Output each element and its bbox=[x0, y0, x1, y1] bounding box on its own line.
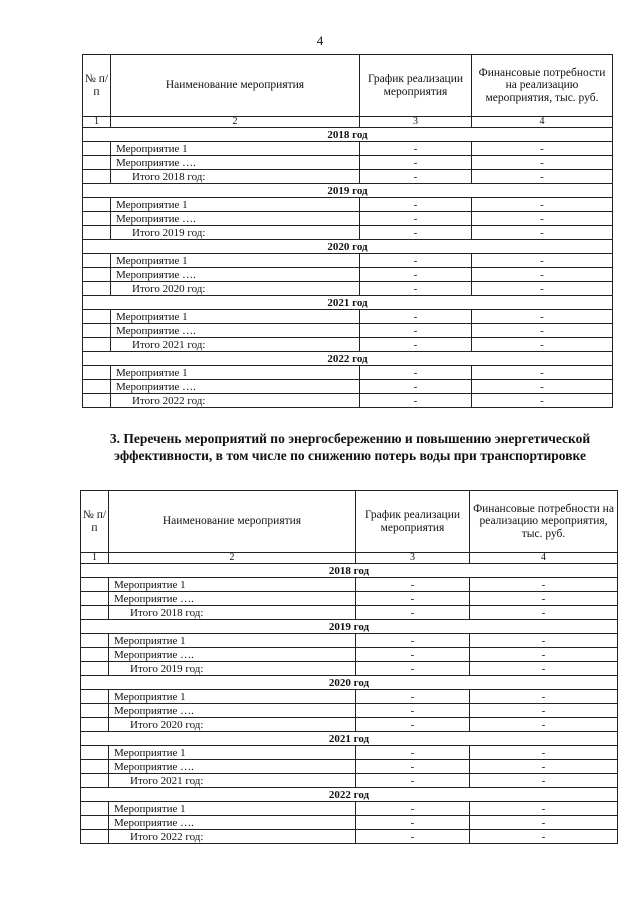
year-heading: 2019 год bbox=[81, 620, 618, 634]
total-row bbox=[81, 606, 618, 620]
schedule-cell: - bbox=[360, 366, 472, 380]
finance-cell: - bbox=[472, 142, 613, 156]
schedule-cell: - bbox=[360, 338, 472, 352]
header-number: № п/п bbox=[83, 55, 111, 117]
measure-name-cell: Мероприятие …. bbox=[111, 324, 360, 338]
column-number: 2 bbox=[111, 117, 360, 128]
table-row bbox=[83, 212, 613, 226]
table-1 bbox=[82, 54, 612, 408]
schedule-cell: - bbox=[356, 648, 470, 662]
row-number-cell bbox=[83, 366, 111, 380]
finance-cell: - bbox=[470, 704, 618, 718]
header-schedule: График реализации мероприятия bbox=[360, 55, 472, 117]
year-group-row bbox=[81, 620, 618, 634]
finance-cell: - bbox=[470, 592, 618, 606]
measure-name-cell: Мероприятие …. bbox=[109, 760, 356, 774]
column-number-row bbox=[83, 117, 613, 128]
schedule-cell: - bbox=[356, 816, 470, 830]
year-heading: 2021 год bbox=[81, 732, 618, 746]
schedule-cell: - bbox=[356, 746, 470, 760]
header-name: Наименование мероприятия bbox=[111, 55, 360, 117]
column-number: 2 bbox=[109, 553, 356, 564]
row-number-cell bbox=[83, 212, 111, 226]
schedule-cell: - bbox=[360, 226, 472, 240]
schedule-cell: - bbox=[360, 156, 472, 170]
schedule-cell: - bbox=[356, 662, 470, 676]
schedule-cell: - bbox=[360, 142, 472, 156]
total-row bbox=[81, 774, 618, 788]
row-number-cell bbox=[83, 394, 111, 408]
row-number-cell bbox=[83, 156, 111, 170]
measure-name-cell: Мероприятие …. bbox=[111, 268, 360, 282]
year-group-row bbox=[81, 564, 618, 578]
table-row bbox=[83, 324, 613, 338]
finance-cell: - bbox=[470, 718, 618, 732]
table-row bbox=[81, 816, 618, 830]
finance-cell: - bbox=[472, 310, 613, 324]
schedule-cell: - bbox=[360, 282, 472, 296]
finance-cell: - bbox=[472, 380, 613, 394]
year-heading: 2018 год bbox=[81, 564, 618, 578]
section-title: 3. Перечень мероприятий по энергосбережению и повышению энергетической эффективности, в том числе по снижению потерь воды при транспортировке bbox=[109, 431, 591, 463]
measure-name-cell: Итого 2018 год: bbox=[109, 606, 356, 620]
finance-cell: - bbox=[470, 634, 618, 648]
schedule-cell: - bbox=[360, 310, 472, 324]
schedule-cell: - bbox=[356, 802, 470, 816]
finance-cell: - bbox=[470, 662, 618, 676]
total-row bbox=[83, 226, 613, 240]
year-group-row bbox=[83, 352, 613, 366]
row-number-cell bbox=[83, 310, 111, 324]
schedule-cell: - bbox=[356, 606, 470, 620]
measure-name-cell: Итого 2021 год: bbox=[111, 338, 360, 352]
measure-name-cell: Мероприятие 1 bbox=[111, 254, 360, 268]
table-header-row bbox=[83, 55, 613, 117]
measure-name-cell: Итого 2021 год: bbox=[109, 774, 356, 788]
measure-name-cell: Мероприятие 1 bbox=[109, 802, 356, 816]
column-number: 4 bbox=[472, 117, 613, 128]
finance-cell: - bbox=[472, 226, 613, 240]
finance-cell: - bbox=[472, 268, 613, 282]
total-row bbox=[83, 394, 613, 408]
total-row bbox=[83, 338, 613, 352]
schedule-cell: - bbox=[356, 634, 470, 648]
measure-name-cell: Мероприятие 1 bbox=[109, 690, 356, 704]
measure-name-cell: Итого 2022 год: bbox=[109, 830, 356, 844]
finance-cell: - bbox=[470, 816, 618, 830]
table-2 bbox=[80, 490, 617, 844]
schedule-cell: - bbox=[356, 774, 470, 788]
table-2-body bbox=[81, 553, 618, 844]
header-name: Наименование мероприятия bbox=[109, 491, 356, 553]
schedule-cell: - bbox=[356, 760, 470, 774]
row-number-cell bbox=[83, 170, 111, 184]
measure-name-cell: Мероприятие …. bbox=[109, 592, 356, 606]
row-number-cell bbox=[81, 816, 109, 830]
finance-cell: - bbox=[470, 774, 618, 788]
measure-name-cell: Мероприятие 1 bbox=[111, 198, 360, 212]
year-heading: 2020 год bbox=[83, 240, 613, 254]
finance-cell: - bbox=[472, 156, 613, 170]
row-number-cell bbox=[81, 718, 109, 732]
schedule-cell: - bbox=[356, 578, 470, 592]
finance-cell: - bbox=[472, 394, 613, 408]
header-finance: Финансовые потребности на реализацию мероприятия, тыс. руб. bbox=[472, 55, 613, 117]
year-group-row bbox=[81, 788, 618, 802]
measure-name-cell: Итого 2018 год: bbox=[111, 170, 360, 184]
schedule-cell: - bbox=[360, 268, 472, 282]
column-number: 1 bbox=[83, 117, 111, 128]
table-row bbox=[81, 746, 618, 760]
table-row bbox=[83, 156, 613, 170]
column-number: 1 bbox=[81, 553, 109, 564]
measure-name-cell: Мероприятие 1 bbox=[111, 366, 360, 380]
finance-cell: - bbox=[472, 338, 613, 352]
measure-name-cell: Мероприятие …. bbox=[109, 648, 356, 662]
table-row bbox=[81, 592, 618, 606]
total-row bbox=[81, 662, 618, 676]
schedule-cell: - bbox=[360, 380, 472, 394]
measure-name-cell: Мероприятие 1 bbox=[109, 578, 356, 592]
row-number-cell bbox=[83, 380, 111, 394]
year-group-row bbox=[81, 732, 618, 746]
measure-name-cell: Мероприятие …. bbox=[111, 156, 360, 170]
year-heading: 2019 год bbox=[83, 184, 613, 198]
table-row bbox=[83, 254, 613, 268]
schedule-cell: - bbox=[360, 198, 472, 212]
finance-cell: - bbox=[472, 366, 613, 380]
measure-name-cell: Итого 2022 год: bbox=[111, 394, 360, 408]
total-row bbox=[83, 170, 613, 184]
schedule-cell: - bbox=[360, 212, 472, 226]
year-heading: 2022 год bbox=[81, 788, 618, 802]
measure-name-cell: Мероприятие 1 bbox=[109, 634, 356, 648]
table-row bbox=[83, 380, 613, 394]
measure-name-cell: Мероприятие 1 bbox=[109, 746, 356, 760]
finance-cell: - bbox=[472, 170, 613, 184]
table-1-body bbox=[83, 117, 613, 408]
row-number-cell bbox=[81, 592, 109, 606]
page-number: 4 bbox=[316, 33, 324, 48]
column-number: 4 bbox=[470, 553, 618, 564]
row-number-cell bbox=[83, 142, 111, 156]
schedule-cell: - bbox=[356, 704, 470, 718]
schedule-cell: - bbox=[356, 690, 470, 704]
table-row bbox=[81, 648, 618, 662]
table-row bbox=[81, 704, 618, 718]
table-row bbox=[83, 366, 613, 380]
schedule-cell: - bbox=[360, 254, 472, 268]
finance-cell: - bbox=[470, 606, 618, 620]
header-schedule: График реализации мероприятия bbox=[356, 491, 470, 553]
schedule-cell: - bbox=[360, 324, 472, 338]
measure-name-cell: Мероприятие …. bbox=[109, 816, 356, 830]
schedule-cell: - bbox=[360, 170, 472, 184]
finance-cell: - bbox=[470, 690, 618, 704]
row-number-cell bbox=[81, 746, 109, 760]
header-number: № п/п bbox=[81, 491, 109, 553]
table-row bbox=[81, 802, 618, 816]
finance-cell: - bbox=[472, 198, 613, 212]
year-group-row bbox=[83, 296, 613, 310]
measure-name-cell: Мероприятие …. bbox=[111, 212, 360, 226]
row-number-cell bbox=[81, 578, 109, 592]
measure-name-cell: Мероприятие 1 bbox=[111, 310, 360, 324]
finance-cell: - bbox=[470, 746, 618, 760]
column-number-row bbox=[81, 553, 618, 564]
total-row bbox=[81, 830, 618, 844]
table-row bbox=[83, 310, 613, 324]
row-number-cell bbox=[81, 704, 109, 718]
table-header-row bbox=[81, 491, 618, 553]
finance-cell: - bbox=[472, 212, 613, 226]
row-number-cell bbox=[81, 662, 109, 676]
table-row bbox=[81, 634, 618, 648]
row-number-cell bbox=[83, 268, 111, 282]
row-number-cell bbox=[81, 760, 109, 774]
total-row bbox=[83, 282, 613, 296]
measure-name-cell: Итого 2020 год: bbox=[111, 282, 360, 296]
year-heading: 2018 год bbox=[83, 128, 613, 142]
header-finance: Финансовые потребности на реализацию мероприятия, тыс. руб. bbox=[470, 491, 618, 553]
measure-name-cell: Мероприятие …. bbox=[109, 704, 356, 718]
finance-cell: - bbox=[472, 282, 613, 296]
row-number-cell bbox=[81, 606, 109, 620]
finance-cell: - bbox=[470, 802, 618, 816]
measure-name-cell: Мероприятие …. bbox=[111, 380, 360, 394]
schedule-cell: - bbox=[356, 718, 470, 732]
finance-cell: - bbox=[470, 830, 618, 844]
schedule-cell: - bbox=[360, 394, 472, 408]
table-row bbox=[83, 198, 613, 212]
row-number-cell bbox=[83, 338, 111, 352]
schedule-cell: - bbox=[356, 592, 470, 606]
year-group-row bbox=[83, 184, 613, 198]
row-number-cell bbox=[81, 830, 109, 844]
year-heading: 2021 год bbox=[83, 296, 613, 310]
row-number-cell bbox=[81, 774, 109, 788]
finance-cell: - bbox=[470, 578, 618, 592]
measure-name-cell: Итого 2019 год: bbox=[109, 662, 356, 676]
row-number-cell bbox=[83, 282, 111, 296]
table-row bbox=[81, 760, 618, 774]
measure-name-cell: Итого 2020 год: bbox=[109, 718, 356, 732]
total-row bbox=[81, 718, 618, 732]
measure-name-cell: Мероприятие 1 bbox=[111, 142, 360, 156]
table-row bbox=[83, 142, 613, 156]
finance-cell: - bbox=[470, 760, 618, 774]
row-number-cell bbox=[83, 324, 111, 338]
row-number-cell bbox=[83, 198, 111, 212]
row-number-cell bbox=[83, 254, 111, 268]
year-group-row bbox=[81, 676, 618, 690]
measure-name-cell: Итого 2019 год: bbox=[111, 226, 360, 240]
row-number-cell bbox=[81, 648, 109, 662]
table-row bbox=[81, 578, 618, 592]
finance-cell: - bbox=[470, 648, 618, 662]
row-number-cell bbox=[81, 634, 109, 648]
year-group-row bbox=[83, 240, 613, 254]
schedule-cell: - bbox=[356, 830, 470, 844]
year-heading: 2020 год bbox=[81, 676, 618, 690]
finance-cell: - bbox=[472, 324, 613, 338]
year-heading: 2022 год bbox=[83, 352, 613, 366]
table-row bbox=[81, 690, 618, 704]
row-number-cell bbox=[83, 226, 111, 240]
column-number: 3 bbox=[356, 553, 470, 564]
finance-cell: - bbox=[472, 254, 613, 268]
year-group-row bbox=[83, 128, 613, 142]
row-number-cell bbox=[81, 690, 109, 704]
column-number: 3 bbox=[360, 117, 472, 128]
table-row bbox=[83, 268, 613, 282]
row-number-cell bbox=[81, 802, 109, 816]
